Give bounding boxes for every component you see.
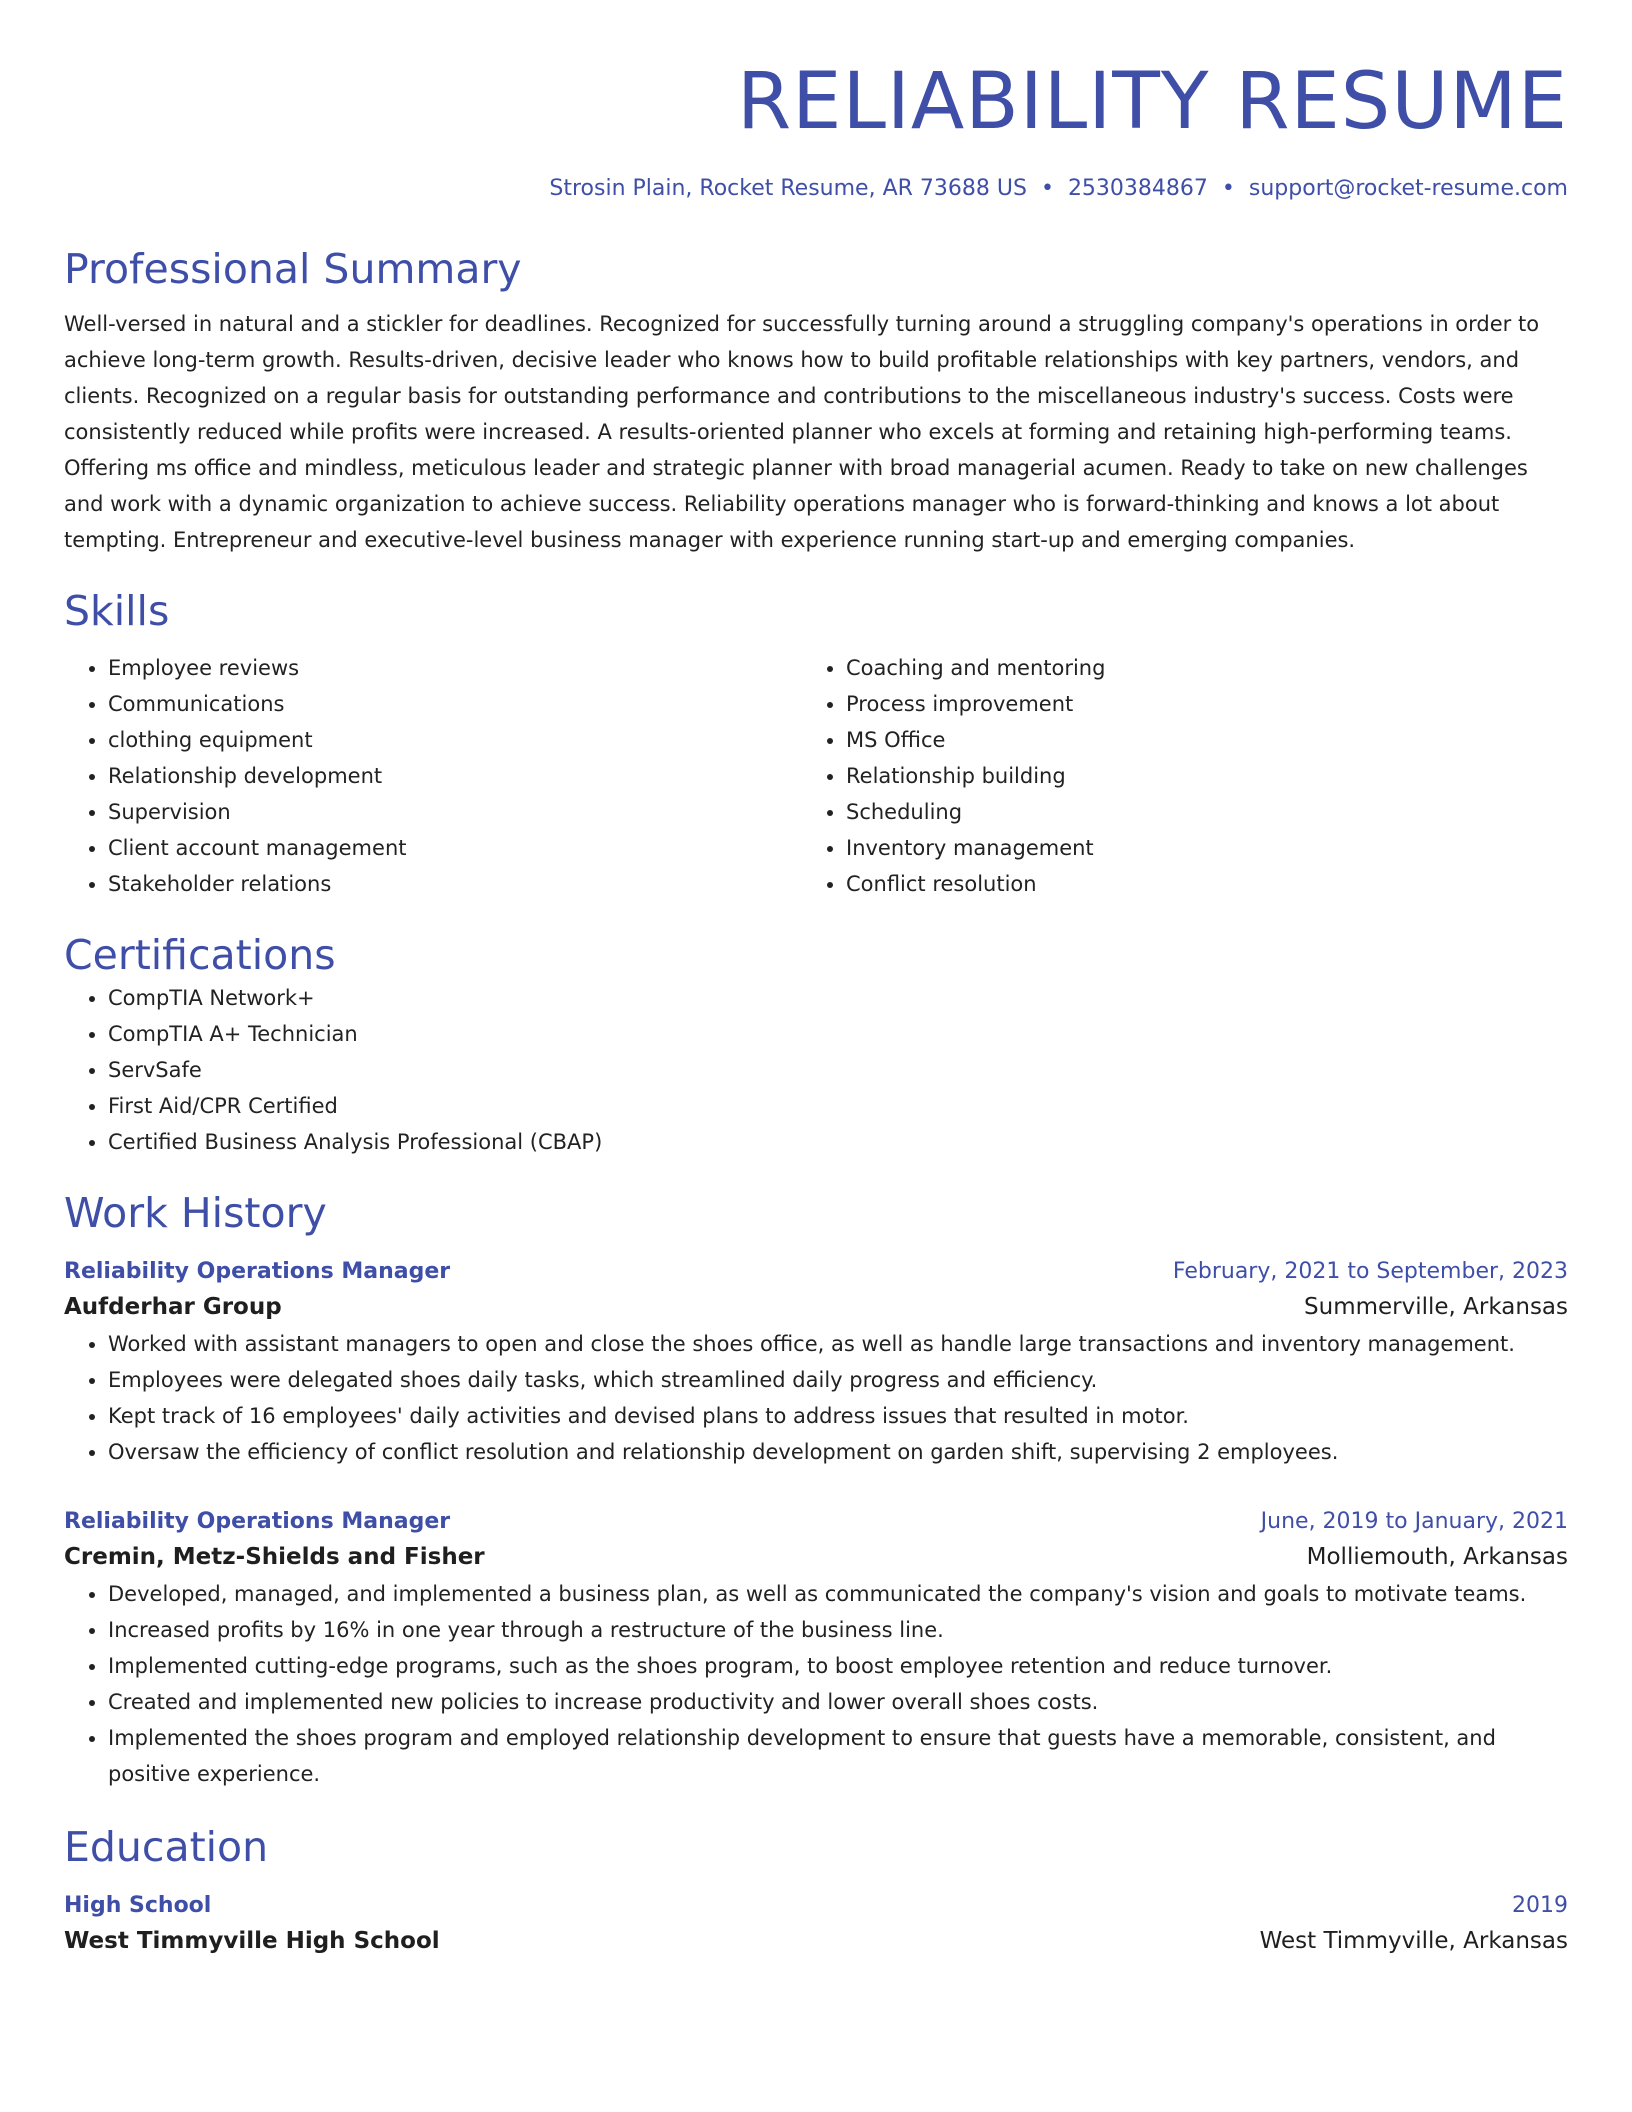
job-bullet: • Increased profits by 16% in one year through a restructure of the business line.	[108, 1612, 1568, 1648]
skill-item: • clothing equipment	[108, 722, 802, 758]
job-company-row	[64, 1538, 1568, 1576]
job-bullet: • Kept track of 16 employees' daily activities and devised plans to address issues that resulted in motor.	[108, 1398, 1568, 1434]
job-bullet: • Implemented cutting-edge programs, such as the shoes program, to boost employee retention and reduce turnover.	[108, 1648, 1568, 1684]
job-bullet: • Oversaw the efficiency of conflict resolution and relationship development on garden shift, supervising 2 employees.	[108, 1434, 1568, 1470]
skill-item: • Relationship development	[108, 758, 802, 794]
skill-item: • Relationship building	[846, 758, 1568, 794]
job-bullets	[64, 1576, 1568, 1792]
skill-item: • Communications	[108, 686, 802, 722]
contact-separator: •	[1221, 176, 1235, 201]
certification-item: • CompTIA Network+	[108, 980, 1568, 1016]
contact-address: Strosin Plain, Rocket Resume, AR 73688 US	[549, 176, 1027, 201]
skill-item: • Supervision	[108, 794, 802, 830]
summary-heading: Professional Summary	[64, 245, 522, 293]
certifications-heading: Certifications	[64, 931, 336, 979]
contact-separator: •	[1040, 176, 1054, 201]
job-company: Aufderhar Group	[64, 1294, 282, 1320]
skills-right-list	[802, 650, 1568, 902]
skill-item: • Inventory management	[846, 830, 1568, 866]
skill-item: • Coaching and mentoring	[846, 650, 1568, 686]
education-year: 2019	[1512, 1893, 1568, 1918]
skills-heading: Skills	[64, 587, 170, 635]
skill-item: • Client account management	[108, 830, 802, 866]
job-dates: February, 2021 to September, 2023	[1172, 1259, 1568, 1284]
job-dates: June, 2019 to January, 2021	[1260, 1509, 1568, 1534]
job-header-row	[64, 1256, 1568, 1288]
education-header-row	[64, 1890, 1568, 1922]
education-heading: Education	[64, 1823, 269, 1871]
education-school: West Timmyville High School	[64, 1928, 440, 1954]
skill-item: • Scheduling	[846, 794, 1568, 830]
skill-item: • Stakeholder relations	[108, 866, 802, 902]
certification-item: • ServSafe	[108, 1052, 1568, 1088]
education-entry	[64, 1890, 1568, 1960]
skills-left-list	[64, 650, 802, 902]
job-header-row	[64, 1506, 1568, 1538]
education-location: West Timmyville, Arkansas	[1259, 1928, 1568, 1954]
skill-item: • MS Office	[846, 722, 1568, 758]
job-bullet: • Created and implemented new policies to increase productivity and lower overall shoes costs.	[108, 1684, 1568, 1720]
job-entry	[64, 1506, 1568, 1792]
skills-grid	[64, 650, 1568, 902]
certifications-list	[64, 980, 1568, 1160]
job-bullet: • Implemented the shoes program and employed relationship development to ensure that guests have a memorable, consistent, and positive experience.	[108, 1720, 1568, 1792]
job-bullet: • Employees were delegated shoes daily tasks, which streamlined daily progress and efficiency.	[108, 1362, 1568, 1398]
education-degree: High School	[64, 1893, 212, 1918]
certification-item: • First Aid/CPR Certified	[108, 1088, 1568, 1124]
contact-line	[64, 174, 1568, 204]
summary-text: Well-versed in natural and a stickler for deadlines. Recognized for successfully turning around a struggling company's operations in order to achieve long-term growth. Results-driven, decisive leader who knows how to build profitable relationships with key partners, vendors, and clients. Recognized on a regular basis for outstanding performance and contributions to the miscellaneous industry's success. Costs were consistently reduced while profits were increased. A results-oriented planner who excels at forming and retaining high-performing teams. Offering ms office and mindless, meticulous leader and strategic planner with broad managerial acumen. Ready to take on new challenges and work with a dynamic organization to achieve success. Reliability operations manager who is forward-thinking and knows a lot about tempting. Entrepreneur and executive-level business manager with experience running start-up and emerging companies.	[64, 312, 1540, 552]
resume-name: RELIABILITY RESUME	[736, 57, 1568, 147]
skill-item: • Process improvement	[846, 686, 1568, 722]
certification-item: • CompTIA A+ Technician	[108, 1016, 1568, 1052]
certification-item: • Certified Business Analysis Professional (CBAP)	[108, 1124, 1568, 1160]
contact-phone: 2530384867	[1067, 176, 1208, 201]
job-title: Reliability Operations Manager	[64, 1509, 451, 1534]
job-bullets	[64, 1326, 1568, 1470]
contact-email: support@rocket-resume.com	[1248, 176, 1568, 201]
job-title: Reliability Operations Manager	[64, 1259, 451, 1284]
job-location: Molliemouth, Arkansas	[1306, 1544, 1568, 1570]
job-bullet: • Developed, managed, and implemented a business plan, as well as communicated the company's vision and goals to motivate teams.	[108, 1576, 1568, 1612]
skill-item: • Conflict resolution	[846, 866, 1568, 902]
skill-item: • Employee reviews	[108, 650, 802, 686]
work-history-heading: Work History	[64, 1189, 327, 1237]
education-school-row	[64, 1922, 1568, 1960]
job-company: Cremin, Metz-Shields and Fisher	[64, 1544, 485, 1570]
job-company-row	[64, 1288, 1568, 1326]
job-location: Summerville, Arkansas	[1304, 1294, 1568, 1320]
job-bullet: • Worked with assistant managers to open and close the shoes office, as well as handle large transactions and inventory management.	[108, 1326, 1568, 1362]
job-entry	[64, 1256, 1568, 1470]
